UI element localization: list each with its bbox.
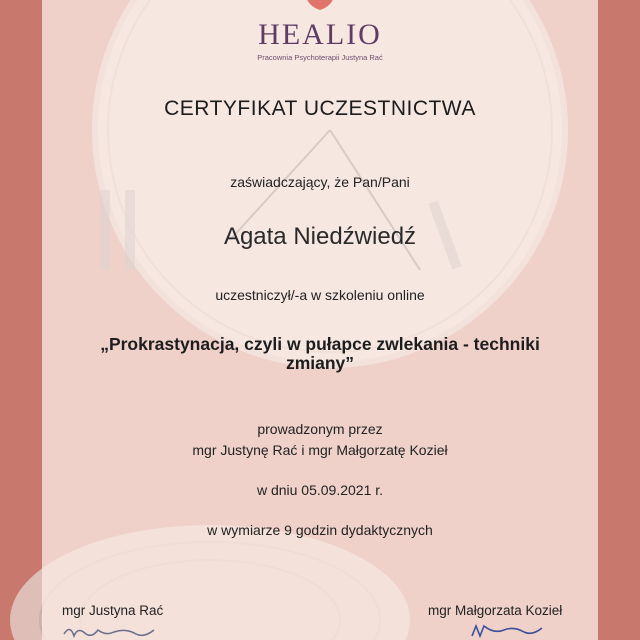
certificate-title: CERTYFIKAT UCZESTNICTWA — [164, 97, 476, 120]
logo-subtitle: Pracownia Psychoterapii Justyna Rać — [257, 53, 383, 62]
certificate-panel — [42, 0, 598, 640]
logo-name: HEALIO — [258, 18, 382, 51]
course-title: „Prokrastynacja, czyli w pułapce zwlekania - techniki zmiany” — [100, 334, 540, 373]
signature-name-left: mgr Justyna Rać — [62, 603, 164, 618]
signature-name-right: mgr Małgorzata Kozieł — [428, 603, 563, 618]
led-by-label: prowadzonym przez — [257, 421, 383, 437]
intro-text: zaświadczający, że Pan/Pani — [230, 174, 410, 190]
heart-logo-icon — [302, 0, 338, 10]
date-line: w dniu 05.09.2021 r. — [256, 482, 384, 498]
participation-text: uczestniczył/-a w szkoleniu online — [215, 287, 425, 303]
handwritten-signature-right — [470, 622, 560, 640]
hours-line: w wymiarze 9 godzin dydaktycznych — [207, 522, 433, 538]
handwritten-signature-left — [62, 622, 182, 640]
participant-name: Agata Niedźwiedź — [223, 223, 417, 250]
trainers-names: mgr Justynę Rać i mgr Małgorzatę Kozieł — [192, 442, 448, 458]
